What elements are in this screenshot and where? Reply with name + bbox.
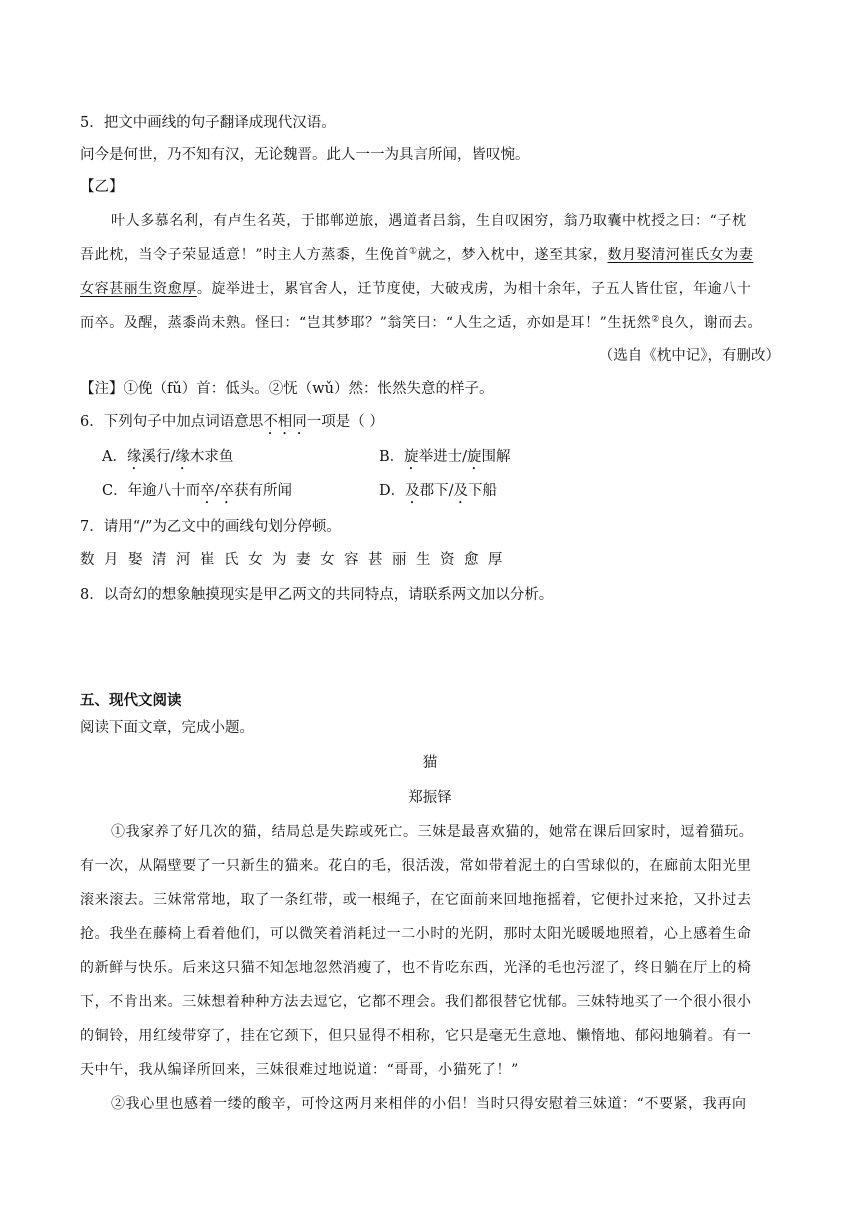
q6-option-a: A．缘溪行/缘木求鱼 xyxy=(102,449,234,465)
article-line: 的铜铃，用红绫带穿了，挂在它颈下，但只显得不相称，它只是毫无生意地、懒惰地、郁闷地躺着。有一 xyxy=(80,1028,752,1044)
article-line: 抢。我坐在藤椅上看着他们，可以微笑着消耗过一二小时的光阴，那时太阳光暖暖地照着，心上感着生命 xyxy=(80,926,752,942)
emphasis-dots: 不相同 xyxy=(263,414,307,430)
passage-yi-line-3: 女容甚丽生资愈厚。旋举进士，累官舍人，迁节度使，大破戎虏，为相十余年，子五人皆仕宦，年逾八十 xyxy=(80,281,752,297)
q6-prompt: 6．下列句子中加点词语意思不相同一项是（ ） xyxy=(80,414,384,430)
q5-prompt: 5．把文中画线的句子翻译成现代汉语。 xyxy=(80,115,336,131)
article-line: 有一次，从隔壁要了一只新生的猫来。花白的毛，很活泼，常如带着泥土的白雪球似的，在廊前太阳光里 xyxy=(80,858,752,874)
article-line: 的新鲜与快乐。后来这只猫不知怎地忽然消瘦了，也不肯吃东西，光泽的毛也污涩了，终日躺在厅上的椅 xyxy=(80,960,752,976)
underlined-sentence-part-2: 女容甚丽生资愈厚 xyxy=(80,281,197,297)
footnote-marker-1: ① xyxy=(408,246,418,257)
article-line: ②我心里也感着一缕的酸辛，可怜这两月来相伴的小侣！当时只得安慰着三妹道：“不要紧，我再向 xyxy=(111,1096,747,1112)
q8-prompt: 8．以奇幻的想象触摸现实是甲乙两文的共同特点，请联系两文加以分析。 xyxy=(80,587,554,603)
q6-option-d: D．及郡下/及下船 xyxy=(379,483,498,499)
passage-yi-line-1: 叶人多慕名利，有卢生名英，于邯郸逆旅，遇道者吕翁，生自叹困穷，翁乃取囊中枕授之曰：“子枕 xyxy=(111,213,747,229)
article-line: 下，不肯出来。三妹想着种种方法去逗它，它都不理会。我们都很替它忧郁。三妹特地买了一个很小很小 xyxy=(80,994,752,1010)
q7-prompt: 7．请用“/”为乙文中的画线句划分停顿。 xyxy=(80,519,341,535)
footnote-marker-2: ② xyxy=(651,314,660,325)
article-author: 郑振铎 xyxy=(408,790,452,806)
article-line: ①我家养了好几次的猫，结局总是失踪或死亡。三妹是最喜欢猫的，她常在课后回家时，逗着猫玩。 xyxy=(111,824,754,840)
section-instruction: 阅读下面文章，完成小题。 xyxy=(80,720,254,736)
q6-option-b: B．旋举进士/旋围解 xyxy=(379,449,511,465)
passage-yi-line-2: 吾此枕，当令子荣显适意！”时主人方蒸黍，生俛首①就之，梦入枕中，遂至其家，数月娶清河崔氏女为妻 xyxy=(80,246,754,263)
article-line: 滚来滚去。三妹常常地，取了一条红带，或一根绳子，在它面前来回地拖摇着，它便扑过来抢，又扑过去 xyxy=(80,892,752,908)
article-title: 猫 xyxy=(422,755,438,771)
passage-yi-line-4: 而卒。及醒，蒸黍尚未熟。怪曰：“岂其梦耶？”翁笑曰：“人生之适，亦如是耳！”生抚然②良久，谢而去。 xyxy=(80,314,763,331)
q6-option-c: C．年逾八十而卒/卒获有所闻 xyxy=(102,483,292,499)
passage-yi-label: 【乙】 xyxy=(80,179,124,195)
article-line: 天中午，我从编译所回来，三妹很难过地说道：“哥哥，小猫死了！” xyxy=(80,1062,519,1078)
passage-yi-source: （选自《枕中记》，有删改） xyxy=(598,348,780,364)
passage-yi-annotation: 【注】①俛（fǔ）首：低头。②怃（wǔ）然：怅然失意的样子。 xyxy=(80,381,494,397)
q7-sentence-chars: 数月娶清河崔氏女为妻女容甚丽生资愈厚 xyxy=(80,552,512,568)
q5-sentence: 问今是何世，乃不知有汉，无论魏晋。此人一一为具言所闻，皆叹惋。 xyxy=(80,147,530,163)
section-heading: 五、现代文阅读 xyxy=(80,692,182,709)
underlined-sentence-part-1: 数月娶清河崔氏女为妻 xyxy=(607,247,754,263)
